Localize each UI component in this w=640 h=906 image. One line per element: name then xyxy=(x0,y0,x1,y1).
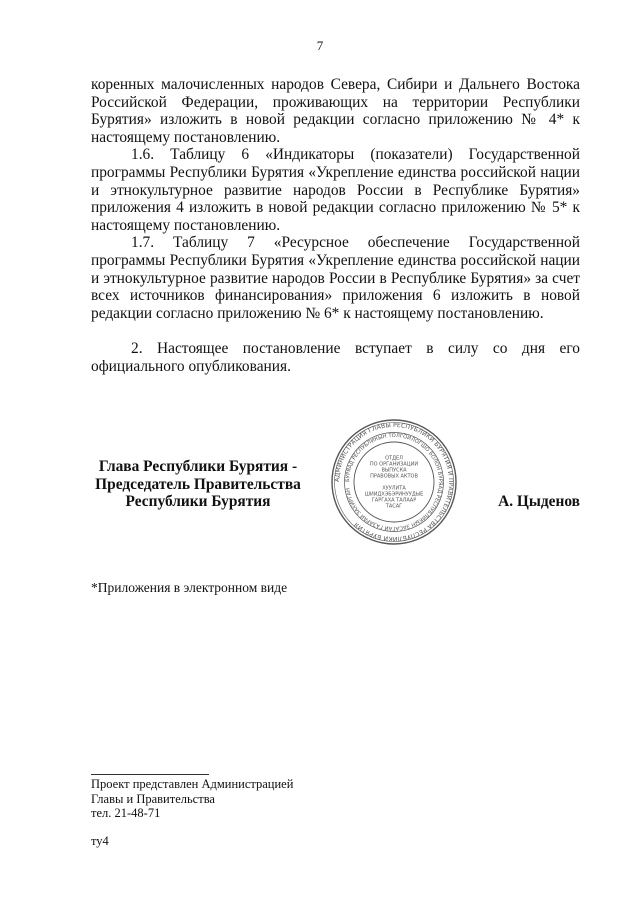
footer-line: Главы и Правительства xyxy=(91,791,215,806)
paragraph-1-7: 1.7. Таблицу 7 «Ресурсное обеспечение Государственной программы Республики Бурятия «Укрепление единства российской нации и этнокультурное развитие народов России в Республике Бурятия» за счет всех источников финансирования» приложения 6 изложить в новой редакции согласно приложению № 6* к настоящему постановлению. xyxy=(91,234,580,322)
seal-center-line: ШИИДХЭБЭРИНУУДЫЕ xyxy=(364,491,424,498)
seal-center-line: ОТДЕЛ xyxy=(385,455,403,462)
page-number: 7 xyxy=(316,38,324,53)
paragraph-1-6: 1.6. Таблицу 6 «Индикаторы (показатели) Государственной программы Республики Бурятия «Укрепление единства российской нации и этнокультурное развитие народов России в Республике Бурятия» приложения 4 изложить в новой редакции согласно приложению № 5* к настоящему постановлению. xyxy=(91,146,580,234)
seal-center-line: ГАРГАХА ТАЛААР xyxy=(371,497,417,504)
signer-name: А. Цыденов xyxy=(498,493,580,510)
document-code: ту4 xyxy=(91,834,109,848)
svg-text:АДМИНИСТРАЦИЯ ГЛАВЫ РЕСПУБЛИКИ: АДМИНИСТРАЦИЯ ГЛАВЫ РЕСПУБЛИКИ БУРЯТИЯ И ПРАВИТЕЛЬСТВА РЕСПУБЛИКИ БУРЯТИЯ xyxy=(333,421,455,543)
svg-text:БУРЯАД РЕСПУБЛИКЫН ТОЛГОЙЛОГШО: БУРЯАД РЕСПУБЛИКЫН ТОЛГОЙЛОГШО БОЛОН БУРЯАД РЕСПУБЛИКЫН ЗАСАГАЙ ГАЗАРАЙ ЗАХИРГАН xyxy=(344,432,444,532)
paragraph-2: 2. Настоящее постановление вступает в силу со дня его официального опубликования. xyxy=(91,340,580,375)
signature-title xyxy=(91,458,305,511)
seal-center-line: ХУУЛИТА xyxy=(382,485,406,492)
signature-title-line: Глава Республики Бурятия - xyxy=(98,458,298,475)
footer-line: Проект представлен Администрацией xyxy=(91,777,294,791)
signature-title-line: Республики Бурятия xyxy=(125,493,271,511)
seal-center-line: ПРАВОВЫХ АКТОВ xyxy=(370,473,418,480)
footer-contact xyxy=(91,777,293,821)
document-body xyxy=(91,76,580,376)
footer-phone: тел. 21-48-71 xyxy=(91,806,161,821)
footnote: *Приложения в электронном виде xyxy=(91,580,288,595)
seal-center-line: ПО ОРГАНИЗАЦИИ xyxy=(369,461,419,468)
official-seal-stamp xyxy=(330,418,458,546)
footer-divider xyxy=(91,774,209,775)
signature-title-line: Председатель Правительства xyxy=(95,475,301,493)
seal-center-line: ТАСАГ xyxy=(385,503,403,510)
seal-center-line: ВЫПУСКА xyxy=(381,467,407,474)
paragraph-continuation: коренных малочисленных народов Севера, Сибири и Дальнего Востока Российской Федерации, проживающих на территории Республики Бурятия» изложить в новой редакции согласно приложению № 4* к настоящему постановлению. xyxy=(91,76,580,146)
